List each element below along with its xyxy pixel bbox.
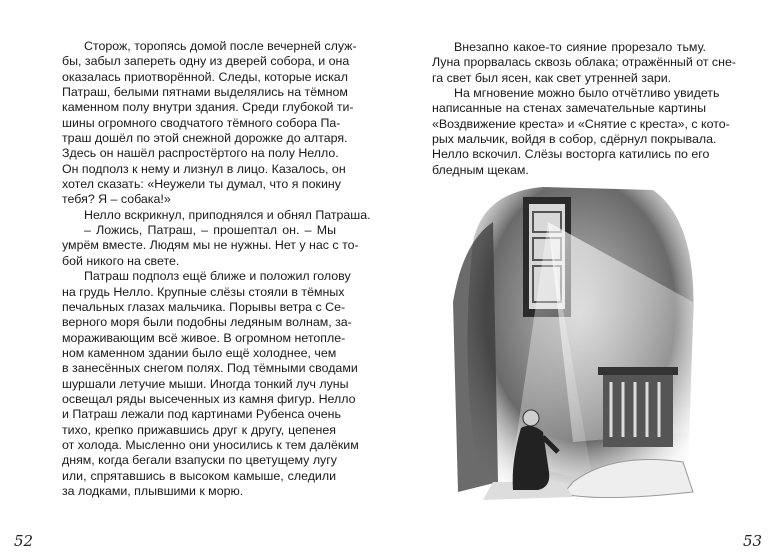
text-line: умрём вместе. Людям мы не нужны. Нет у нас с то-: [62, 238, 359, 253]
text-line: Внезапно какое-то сияние прорезало тьму.: [454, 40, 706, 54]
text-line: написанные на стенах замечательные картины: [432, 101, 706, 116]
text-line: бой никого на свете.: [62, 253, 180, 268]
text-line: рых мальчик, войдя в собор, сдёрнул покрывала.: [432, 132, 717, 147]
text-line: тихо, крепко прижавшись друг к другу, цепенея: [62, 422, 336, 437]
page-number-right: 53: [743, 532, 763, 550]
right-page-text: [432, 40, 736, 178]
text-line: бледным щекам.: [432, 162, 529, 177]
text-line: Здесь он нашёл распростёртого на полу Нелло.: [62, 146, 339, 161]
text-line: траш дошёл по этой снежной дорожке до алтаря.: [62, 131, 348, 146]
text-line: Патраш подполз ещё ближе и положил голову: [84, 269, 351, 284]
text-line: или, спрятавшись в высоком камыше, следили: [62, 468, 336, 483]
text-line: верного моря были подобны ледяным волнам, за-: [62, 315, 352, 330]
text-line: Нелло вскочил. Слёзы восторга катились по его: [432, 147, 710, 162]
text-line: за лодками, плывшими к морю.: [62, 483, 244, 498]
text-line: На мгновение можно было отчётливо увидеть: [454, 86, 720, 101]
text-line: в занесённых снегом полях. Под тёмными сводами: [62, 361, 358, 376]
text-line: ном каменном здании было ещё холоднее, чем: [62, 345, 337, 360]
page-number-left: 52: [14, 532, 34, 550]
text-line: каменном полу внутри здания. Среди глубокой ти-: [62, 100, 354, 115]
text-line: тебя? Я – собака!»: [62, 192, 171, 207]
text-line: и Патраш лежали под картинами Рубенса очень: [62, 407, 341, 422]
text-line: Он подполз к нему и лизнул в лицо. Казалось, он: [62, 161, 346, 176]
text-line: бы, забыл запереть одну из дверей собора, и она: [62, 54, 350, 69]
text-line: дням, когда бегали взапуски по цветущему лугу: [62, 453, 337, 468]
text-line: – Ложись, Патраш, – прошептал он. – Мы: [84, 223, 336, 238]
left-page-text: [62, 39, 371, 499]
text-line: шины огромного сводчатого тёмного собора Па-: [62, 115, 341, 130]
text-line: Патраш, белыми пятнами выделялись на тёмном: [62, 85, 348, 100]
text-line: Луна прорвалась сквозь облака; отражённый от сне-: [432, 55, 736, 70]
text-line: Сторож, торопясь домой после вечерней служ-: [84, 39, 357, 53]
text-line: освещал ряды высеченных из камня фигур. Нелло: [62, 391, 356, 406]
text-line: печальных глазах мальчика. Порывы ветра с Се-: [62, 299, 346, 314]
text-line: оказалась приотворённой. Следы, которые искал: [62, 69, 348, 84]
text-line: хотел сказать: «Неужели ты думал, что я покину: [62, 177, 341, 192]
text-line: от холода. Мысленно они уносились к тем далёким: [62, 437, 359, 452]
cathedral-illustration: [453, 182, 703, 507]
right-page: [385, 0, 770, 559]
text-line: на грудь Нелло. Крупные слёзы стояли в тёмных: [62, 284, 345, 299]
text-line: Нелло вскрикнул, приподнялся и обнял Патраша.: [84, 207, 371, 222]
text-line: «Воздвижение креста» и «Снятие с креста», с кото-: [432, 116, 730, 131]
text-line: мораживающим всё живое. В огромном нетопле-: [62, 330, 346, 345]
text-line: шуршали летучие мыши. Иногда тонкий луч луны: [62, 376, 349, 391]
text-line: га свет был ясен, как свет утренней зари.: [432, 70, 672, 85]
